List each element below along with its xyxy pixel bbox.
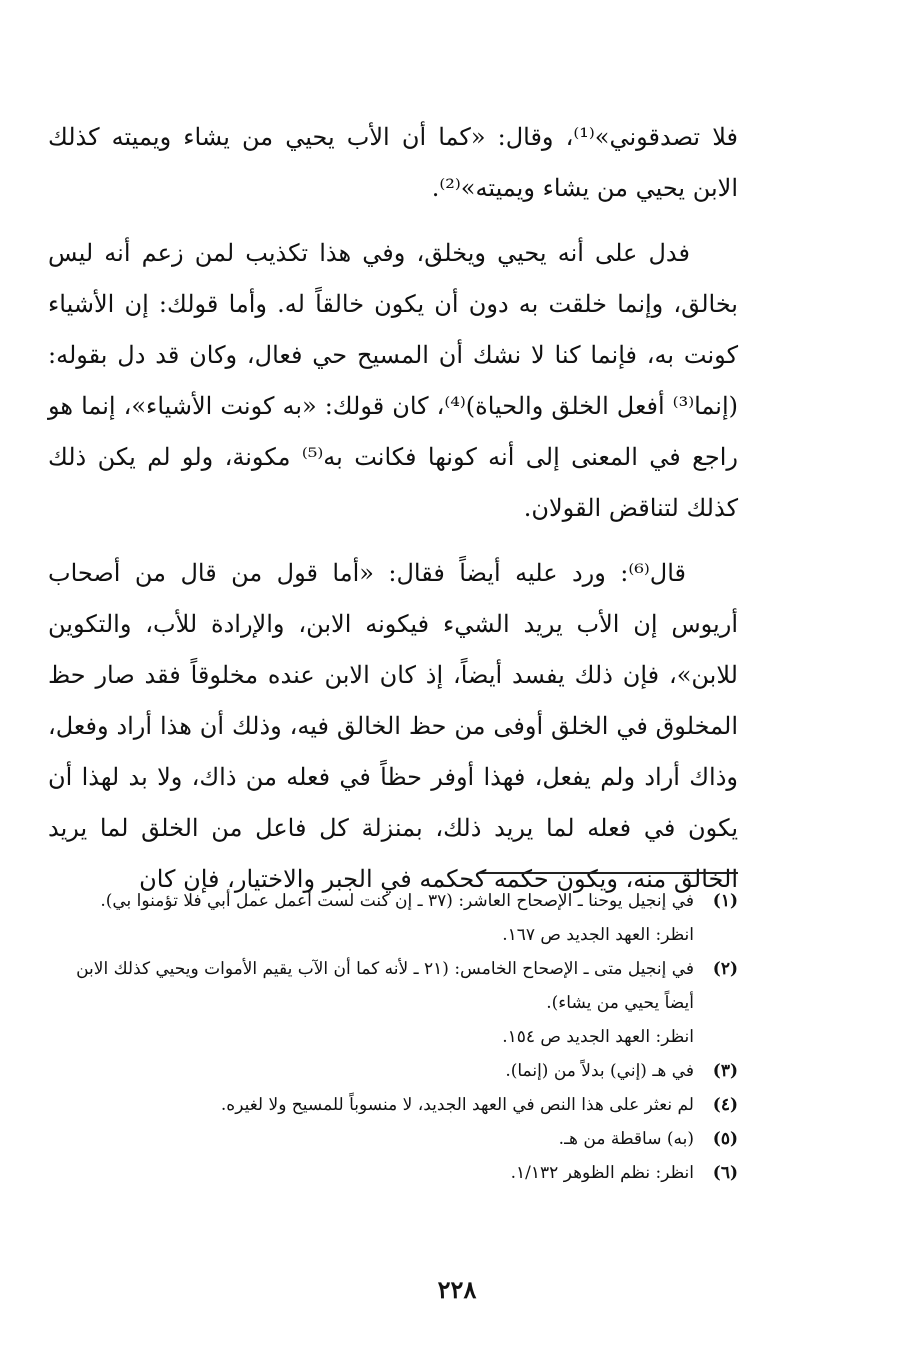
footnote-text: في إنجيل يوحنا ـ الإصحاح العاشر: (٣٧ ـ إن كنت لست أعمل عمل أبي فلا تؤمنوا بي). [100, 891, 694, 911]
footnote-text: في إنجيل متى ـ الإصحاح الخامس: (٢١ ـ لأنه كما أن الآب يقيم الأموات ويحيي كذلك الابن أيضاً يحيي من يشاء). [76, 959, 694, 1013]
footnote-number: (٦) [712, 1163, 738, 1183]
footnote-4 [48, 1088, 738, 1122]
footnote-6 [48, 1156, 738, 1190]
footnote-5 [48, 1122, 738, 1156]
page-number: ٢٢٨ [437, 1275, 477, 1304]
footnote-1 [48, 884, 738, 952]
footnote-text: (به) ساقطة من هـ. [558, 1129, 694, 1149]
footnote-text: لم نعثر على هذا النص في العهد الجديد، لا منسوباً للمسيح ولا لغيره. [220, 1095, 694, 1115]
footnotes [48, 884, 738, 1190]
main-text [48, 112, 738, 905]
paragraph-3: قال⁽⁶⁾: ورد عليه أيضاً فقال: «أما قول من قال من أصحاب أريوس إن الأب يريد الشيء فيكونه الابن، والإرادة للأب، والتكوين للابن»، فإن ذلك يفسد أيضاً، إذ كان الابن عنده مخلوقاً فقد صار حظ المخلوق في الخلق أوفى من حظ الخالق فيه، وذلك أن هذا أراد وفعل، وذاك أراد ولم يفعل، فهذا أوفر حظاً في فعله من ذاك، ولا بد لهذا أن يكون في فعله لما يريد ذلك، بمنزلة كل فاعل من الخلق لما يريد الخالق منه، ويكون حكمه كحكمه في الجبر والاختيار، فإن كان [48, 559, 738, 893]
footnote-reference: انظر: العهد الجديد ص ١٥٤. [502, 1027, 694, 1047]
paragraph-1: فلا تصدقوني»⁽¹⁾، وقال: «كما أن الأب يحيي من يشاء ويميته كذلك الابن يحيي من يشاء ويميته»⁽²⁾. [48, 123, 738, 202]
footnote-2 [48, 952, 738, 1054]
footnote-number: (٢) [712, 959, 738, 979]
footnote-text: في هـ (إني) بدلاً من (إنما). [505, 1061, 694, 1081]
footnote-text: انظر: نظم الظوهر ١/١٣٢. [510, 1163, 694, 1183]
footnote-3 [48, 1054, 738, 1088]
footnote-number: (٣) [712, 1061, 738, 1081]
footnote-reference: انظر: العهد الجديد ص ١٦٧. [502, 925, 694, 945]
footnote-separator [478, 872, 738, 874]
footnote-number: (١) [712, 891, 738, 911]
footnote-number: (٥) [712, 1129, 738, 1149]
paragraph-2: فدل على أنه يحيي ويخلق، وفي هذا تكذيب لمن زعم أنه ليس بخالق، وإنما خلقت به دون أن يكون خالقاً له. وأما قولك: إن الأشياء كونت به، فإنما كنا لا نشك أن المسيح حي فعال، وكان قد دل بقوله: (إنما⁽³⁾ أفعل الخلق والحياة)⁽⁴⁾، كان قولك: «به كونت الأشياء»، إنما هو راجع في المعنى إلى أنه كونها فكانت به⁽⁵⁾ مكونة، ولو لم يكن ذلك كذلك لتناقض القولان. [48, 239, 739, 522]
footnote-number: (٤) [712, 1095, 738, 1115]
